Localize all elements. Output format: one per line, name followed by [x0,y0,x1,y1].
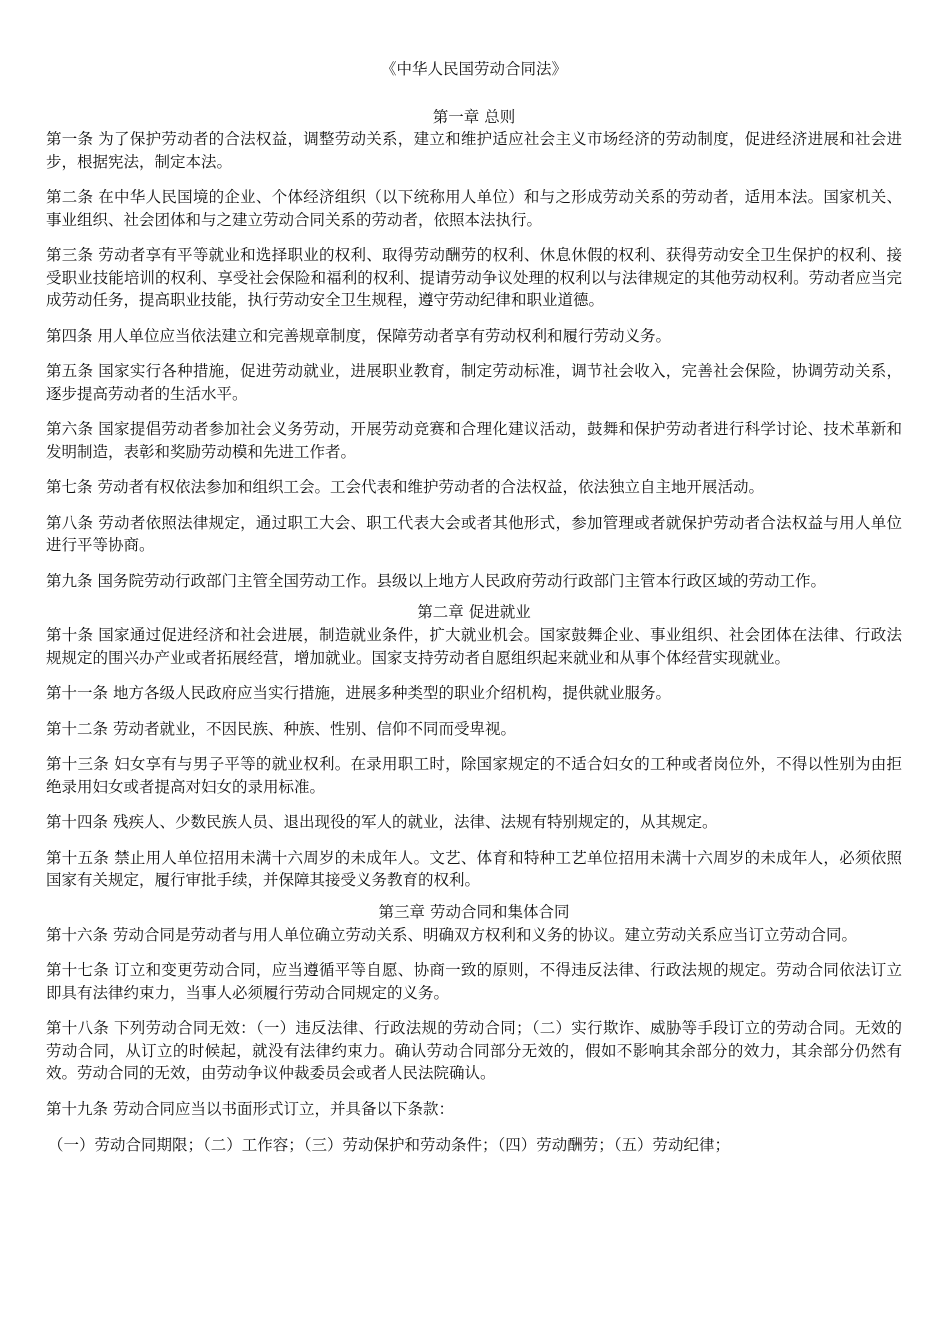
article-text: 订立和变更劳动合同，应当遵循平等自愿、协商一致的原则，不得违反法律、行政法规的规定。劳动合同依法订立即具有法律约束力，当事人必须履行劳动合同规定的义务。 [46,961,902,1002]
article-3 [46,244,902,312]
article-text: 禁止用人单位招用未满十六周岁的未成年人。文艺、体育和特种工艺单位招用未满十六周岁的未成年人，必须依照国家有关规定，履行审批手续，并保障其接受义务教育的权利。 [46,848,902,889]
article-number: 第十六条 [46,925,109,944]
article-text: 下列劳动合同无效：（一）违反法律、行政法规的劳动合同；（二）实行欺诈、威胁等手段订立的劳动合同。无效的劳动合同，从订立的时候起，就没有法律约束力。确认劳动合同部分无效的，假如不影响其余部分的效力，其余部分仍然有效。劳动合同的无效，由劳动争议仲裁委员会或者人民法院确认。 [46,1019,902,1082]
article-11 [46,682,902,705]
article-number: 第十七条 [46,961,110,979]
article-number: 第二条 [46,188,94,206]
article-number: 第十一条 [46,684,109,702]
article-text: 国家提倡劳动者参加社会义务劳动，开展劳动竞赛和合理化建议活动，鼓舞和保护劳动者进行科学讨论、技术革新和发明制造，表彰和奖励劳动模和先进工作者。 [46,420,902,461]
article-number: 第十八条 [46,1019,110,1037]
article-number: 第六条 [46,420,94,438]
article-text: 国家实行各种措施，促进劳动就业，进展职业教育，制定劳动标准，调节社会收入，完善社会保险，协调劳动关系，逐步提高劳动者的生活水平。 [46,362,902,403]
article-text: 劳动合同是劳动者与用人单位确立劳动关系、明确双方权利和义务的协议。建立劳动关系应当订立劳动合同。 [113,925,858,944]
article-number: 第十二条 [46,719,109,738]
article-13 [46,753,902,798]
article-15 [46,847,902,892]
article-19-items: （一）劳动合同期限；（二）工作容；（三）劳动保护和劳动条件；（四）劳动酬劳；（五）劳动纪律； [48,1136,731,1154]
article-5 [46,360,902,405]
article-2 [46,186,902,231]
article-18 [46,1017,902,1085]
article-number: 第三条 [46,246,94,264]
article-12 [46,718,902,741]
article-text: 劳动者享有平等就业和选择职业的权利、取得劳动酬劳的权利、休息休假的权利、获得劳动安全卫生保护的权利、接受职业技能培训的权利、享受社会保险和福利的权利、提请劳动争议处理的权利以与法律规定的其他劳动权利。劳动者应当完成劳动任务，提高职业技能，执行劳动安全卫生规程，遵守劳动纪律和职业道德。 [46,246,902,309]
article-1 [46,128,902,173]
article-number: 第九条 [46,571,93,590]
article-8 [46,512,902,557]
article-16 [46,924,902,947]
article-9 [46,570,902,593]
article-14 [46,811,902,834]
article-number: 第七条 [46,478,93,496]
article-text: 国家通过促进经济和社会进展，制造就业条件，扩大就业机会。国家鼓舞企业、事业组织、社会团体在法律、行政法规规定的围兴办产业或者拓展经营，增加就业。国家支持劳动者自愿组织起来就业和从事个体经营实现就业。 [46,626,902,667]
article-19 [46,1098,902,1121]
article-7 [46,476,902,499]
article-number: 第四条 [46,326,93,345]
chapter-heading-2: 第二章 促进就业 [417,603,531,621]
article-text: 残疾人、少数民族人员、退出现役的军人的就业，法律、法规有特别规定的，从其规定。 [113,813,718,831]
article-number: 第八条 [46,513,94,532]
article-text: 用人单位应当依法建立和完善规章制度，保障劳动者享有劳动权利和履行劳动义务。 [97,326,672,345]
article-text: 国务院劳动行政部门主管全国劳动工作。县级以上地方人民政府劳动行政部门主管本行政区域的劳动工作。 [97,571,827,590]
article-6 [46,418,902,463]
article-number: 第一条 [46,130,94,148]
article-text: 为了保护劳动者的合法权益，调整劳动关系，建立和维护适应社会主义市场经济的劳动制度，促进经济进展和社会进步，根据宪法，制定本法。 [46,130,902,171]
article-text: 劳动者就业，不因民族、种族、性别、信仰不同而受卑视。 [113,719,517,738]
article-10 [46,624,902,669]
article-number: 第十条 [46,626,94,644]
document-title: 《中华人民国劳动合同法》 [380,60,567,78]
article-text: 妇女享有与男子平等的就业权利。在录用职工时，除国家规定的不适合妇女的工种或者岗位外，不得以性别为由拒绝录用妇女或者提高对妇女的录用标准。 [46,755,902,796]
article-number: 第五条 [46,362,94,380]
article-number: 第十五条 [46,848,110,867]
chapter-heading-1: 第一章 总则 [432,108,516,126]
article-text: 劳动者有权依法参加和组织工会。工会代表和维护劳动者的合法权益，依法独立自主地开展活动。 [97,478,765,496]
chapter-heading-3: 第三章 劳动合同和集体合同 [378,902,570,921]
article-number: 第十三条 [46,755,110,773]
article-text: 劳动者依照法律规定，通过职工大会、职工代表大会或者其他形式，参加管理或者就保护劳动者合法权益与用人单位进行平等协商。 [46,513,902,554]
article-17 [46,959,902,1004]
article-text: 地方各级人民政府应当实行措施，进展多种类型的职业介绍机构，提供就业服务。 [113,684,672,702]
article-number: 第十九条 [46,1099,109,1118]
article-text: 劳动合同应当以书面形式订立，并具备以下条款： [113,1099,455,1118]
article-text: 在中华人民国境的企业、个体经济组织（以下统称用人单位）和与之形成劳动关系的劳动者，适用本法。国家机关、事业组织、社会团体和与之建立劳动合同关系的劳动者，依照本法执行。 [46,188,902,229]
article-4 [46,325,902,348]
article-number: 第十四条 [46,813,109,831]
